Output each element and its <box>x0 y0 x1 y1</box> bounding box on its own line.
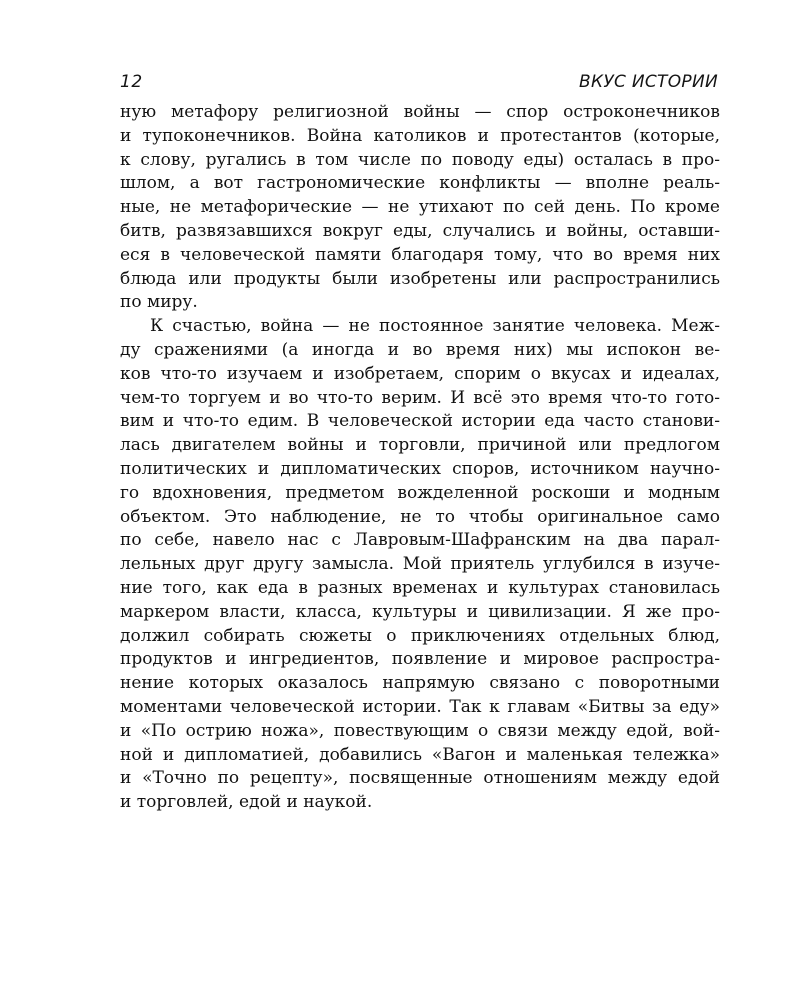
text-line: лельных друг другу замысла. Мой приятель углубился в изуче- <box>120 554 720 575</box>
text-line: нение которых оказалось напрямую связано с поворотными <box>120 673 720 694</box>
text-line: ние того, как еда в разных временах и культурах становилась <box>120 577 720 598</box>
text-line: политических и дипломатических споров, источником научно- <box>120 458 720 479</box>
page-number: 12 <box>120 72 143 92</box>
text-line: и «Точно по рецепту», посвященные отношениям между едой <box>120 768 720 789</box>
text-line: к слову, ругались в том числе по поводу еды) осталась в про- <box>120 149 720 170</box>
text-line: еся в человеческой памяти благодаря тому, что во время них <box>120 244 720 265</box>
body-text <box>120 101 720 815</box>
text-line: маркером власти, класса, культуры и цивилизации. Я же про- <box>120 601 720 622</box>
text-line: лась двигателем войны и торговли, причиной или предлогом <box>120 435 720 456</box>
text-line: и торговлей, едой и наукой. <box>120 792 373 813</box>
paragraph-1 <box>120 101 720 315</box>
text-line: и «По острию ножа», повествующим о связи между едой, вой- <box>120 720 720 741</box>
text-line: шлом, а вот гастрономические конфликты — вполне реаль- <box>120 173 720 194</box>
text-line: битв, развязавшихся вокруг еды, случались и войны, оставши- <box>120 220 720 241</box>
text-line: К счастью, война — не постоянное занятие человека. Меж- <box>150 316 720 337</box>
text-line: ные, не метафорические — не утихают по сей день. По кроме <box>120 197 720 218</box>
running-title: ВКУС ИСТОРИИ <box>578 72 718 92</box>
paragraph-2 <box>120 315 720 815</box>
text-line: по себе, навело нас с Лавровым-Шафранским на два парал- <box>120 530 720 551</box>
text-line: должил собирать сюжеты о приключениях отдельных блюд, <box>120 625 720 646</box>
text-line: ков что-то изучаем и изобретаем, спорим о вкусах и идеалах, <box>120 363 720 384</box>
text-line: го вдохновения, предметом вожделенной роскоши и модным <box>120 482 720 503</box>
text-line: ду сражениями (а иногда и во время них) мы испокон ве- <box>120 339 720 360</box>
text-line: чем-то торгуем и во что-то верим. И всё это время что-то гото- <box>120 387 720 408</box>
text-line: объектом. Это наблюдение, не то чтобы оригинальное само <box>120 506 720 527</box>
text-line: по миру. <box>120 292 198 313</box>
page-header <box>120 72 718 96</box>
text-line: ной и дипломатией, добавились «Вагон и маленькая тележка» <box>120 744 720 765</box>
text-line: продуктов и ингредиентов, появление и мировое распростра- <box>120 649 720 670</box>
text-line: блюда или продукты были изобретены или распространились <box>120 268 720 289</box>
text-line: и тупоконечников. Война католиков и протестантов (которые, <box>120 125 720 146</box>
text-line: вим и что-то едим. В человеческой истории еда часто станови- <box>120 411 720 432</box>
text-line: моментами человеческой истории. Так к главам «Битвы за еду» <box>120 696 720 717</box>
text-line: ную метафору религиозной войны — спор остроконечников <box>120 102 720 122</box>
